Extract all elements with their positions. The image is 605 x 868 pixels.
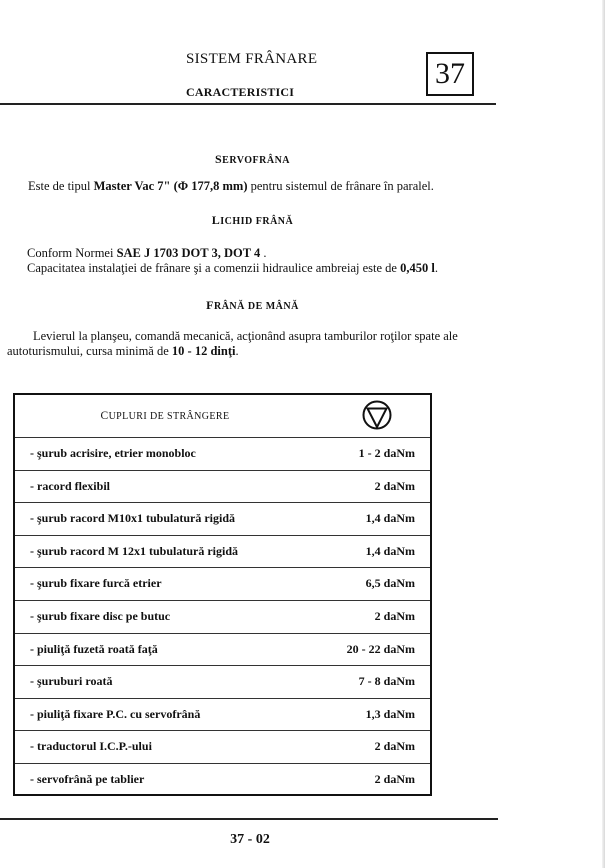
torque-item-value: 7 - 8 daNm	[358, 674, 415, 689]
table-row	[15, 699, 430, 732]
page-title: SISTEM FRÂNARE	[186, 51, 318, 67]
table-row	[15, 666, 430, 699]
page-subtitle: CARACTERISTICI	[186, 85, 295, 99]
torque-item-value: 2 daNm	[374, 608, 415, 623]
torque-symbol-icon	[361, 399, 393, 431]
torque-item-label: - traductorul I.C.P.-ului	[30, 739, 152, 754]
torque-item-label: - piuliţă fuzetă roată faţă	[30, 641, 158, 656]
heading-rest: ICHID FRÂNĂ	[220, 216, 294, 227]
frana-mana-line1: Levierul la planşeu, comandă mecanică, acţionând asupra tamburilor roţilor spate ale	[33, 329, 458, 343]
text: .	[260, 246, 267, 260]
torque-item-value: 2 daNm	[374, 771, 415, 786]
torque-item-label: - piuliţă fixare P.C. cu servofrână	[30, 706, 201, 721]
frana-mana-line2	[7, 344, 239, 359]
torque-item-label: - servofrână pe tablier	[30, 771, 145, 786]
table-header	[15, 395, 430, 438]
heading-rest: RÂNĂ DE MÂNĂ	[213, 301, 299, 312]
torque-item-value: 1,4 daNm	[365, 543, 415, 558]
table-row	[15, 438, 430, 471]
table-row	[15, 601, 430, 634]
torque-table	[13, 393, 432, 796]
text: autoturismului, cursa minimă de	[7, 344, 172, 358]
lichid-norm-line	[27, 246, 267, 261]
fluid-capacity: 0,450 l	[400, 261, 435, 275]
servofrana-model: Master Vac 7" (Φ 177,8 mm)	[93, 179, 248, 193]
text: pentru sistemul de frânare în paralel.	[247, 179, 434, 193]
table-row	[15, 764, 430, 797]
torque-item-label: - racord flexibil	[30, 478, 110, 493]
torque-item-value: 2 daNm	[374, 478, 415, 493]
torque-item-label: - şurub fixare furcă etrier	[30, 576, 162, 591]
heading-initial: S	[214, 152, 223, 166]
table-row	[15, 731, 430, 764]
torque-item-label: - şurub racord M10x1 tubulatură rigidă	[30, 511, 236, 526]
heading-initial: C	[100, 410, 109, 422]
torque-item-label: - şurub fixare disc pe butuc	[30, 608, 171, 623]
text: Capacitatea instalaţiei de frânare şi a comenzii hidraulice ambreiaj este de	[27, 261, 401, 275]
header-divider	[0, 103, 496, 105]
servofrana-description	[28, 179, 434, 194]
lever-travel: 10 - 12 dinţi	[171, 344, 236, 358]
text: Conform Normei	[27, 246, 117, 260]
torque-item-label: - şurub acrisire, etrier monobloc	[30, 446, 196, 460]
torque-item-label: - şurub racord M 12x1 tubulatură rigidă	[30, 543, 239, 558]
heading-initial: L	[211, 213, 221, 227]
text: .	[434, 261, 438, 275]
torque-item-value: 20 - 22 daNm	[346, 641, 415, 656]
table-row	[15, 634, 430, 667]
footer-divider	[0, 818, 498, 820]
page-number: 37 - 02	[230, 832, 270, 847]
text: .	[235, 344, 239, 358]
table-row	[15, 568, 430, 601]
heading-rest: ERVOFRÂNA	[222, 155, 291, 166]
table-header-label	[15, 410, 315, 422]
table-body	[15, 438, 430, 797]
text: Este de tipul	[28, 179, 94, 193]
torque-item-label: - şuruburi roată	[30, 674, 113, 689]
section-heading-lichid-frana	[0, 213, 505, 228]
chapter-number-box: 37	[426, 52, 474, 96]
torque-item-value: 1,3 daNm	[365, 706, 415, 721]
heading-initial: F	[206, 298, 214, 312]
table-row	[15, 536, 430, 569]
table-row	[15, 503, 430, 536]
section-heading-servofrana	[0, 152, 505, 167]
heading-rest: UPLURI DE STRÂNGERE	[108, 411, 230, 422]
section-heading-frana-de-mana	[0, 298, 505, 313]
fluid-spec: SAE J 1703 DOT 3, DOT 4	[116, 246, 261, 260]
lichid-capacity-line	[27, 261, 438, 276]
table-row	[15, 471, 430, 504]
torque-item-value: 1 - 2 daNm	[358, 446, 415, 460]
torque-item-value: 6,5 daNm	[365, 576, 415, 591]
torque-item-value: 1,4 daNm	[365, 511, 415, 526]
torque-item-value: 2 daNm	[374, 739, 415, 754]
